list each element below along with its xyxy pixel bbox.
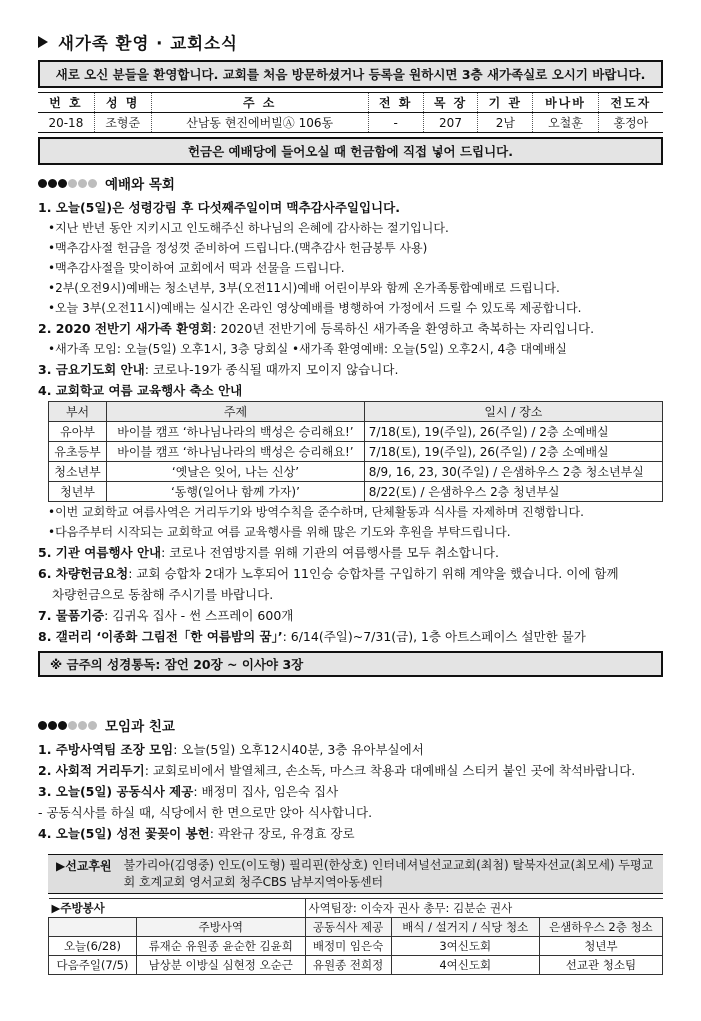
list-item-lead: 6. 차량헌금요청 — [38, 566, 129, 581]
new-family-cell: 207 — [423, 113, 478, 133]
list-item-text: : 곽완규 장로, 유경효 장로 — [209, 826, 355, 841]
mission-support-box — [48, 854, 663, 894]
list-item-text: : 교회 승합차 2대가 노후되어 11인승 승합차를 구입하기 위해 계약을 했습니다. 이에 함께 — [128, 566, 619, 581]
kitchen-leaders: 사역팀장: 이숙자 권사 총무: 김분순 권사 — [305, 899, 663, 918]
kitchen-header: 배식 / 설거지 / 식당 청소 — [391, 918, 539, 937]
list-item: •새가족 모임: 오늘(5일) 오후1시, 3층 당회실 •새가족 환영예배: 오늘(5일) 오후2시, 4층 대예배실 — [48, 342, 567, 356]
list-item — [38, 760, 663, 781]
kitchen-label: ▶주방봉사 — [49, 899, 306, 918]
education-cell: 7/18(토), 19(주일), 26(주일) / 2층 소예배실 — [364, 422, 662, 442]
education-cell: 바이블 캠프 ‘하나님나라의 백성은 승리해요!’ — [107, 422, 365, 442]
education-cell: 8/22(토) / 은샘하우스 2층 청년부실 — [364, 482, 662, 502]
new-family-header: 전 화 — [368, 93, 423, 113]
welcome-banner: 새로 오신 분들을 환영합니다. 교회를 처음 방문하셨거나 등록을 원하시면 3층 새가족실로 오시기 바랍니다. — [38, 60, 663, 88]
list-item: •이번 교회학교 여름사역은 거리두기와 방역수칙을 준수하며, 단체활동과 식사를 자제하며 진행합니다. — [48, 505, 584, 519]
list-item: 1. 오늘(5일)은 성령강림 후 다섯째주일이며 맥추감사주일입니다. — [38, 200, 400, 215]
list-item-lead: 8. 갤러리 ‘이종화 그림전「한 여름밤의 꿈」’ — [38, 629, 283, 644]
new-family-header: 성 명 — [94, 93, 151, 113]
list-item: •맥추감사절 헌금을 정성껏 준비하여 드립니다.(맥추감사 헌금봉투 사용) — [48, 241, 428, 255]
offering-banner: 헌금은 예배당에 들어오실 때 헌금함에 직접 넣어 드립니다. — [38, 137, 663, 165]
new-family-cell: 홍정아 — [598, 113, 663, 133]
new-family-header: 전도자 — [598, 93, 663, 113]
education-cell: 청소년부 — [49, 462, 107, 482]
table-row — [49, 482, 663, 502]
table-row — [49, 442, 663, 462]
education-cell: ‘동행(일어나 함께 가자)’ — [107, 482, 365, 502]
section-title-news: 새가족 환영 · 교회소식 — [38, 30, 663, 54]
fellowship-news-list — [38, 739, 663, 844]
table-row — [49, 462, 663, 482]
kitchen-cell: 선교관 청소팀 — [539, 956, 662, 975]
kitchen-cell: 오늘(6/28) — [49, 937, 137, 956]
list-item-lead: 3. 금요기도회 안내 — [38, 362, 145, 377]
mission-label: ▶선교후원 — [56, 859, 112, 873]
worship-news-list-continued — [38, 502, 663, 647]
list-item-lead: 2. 2020 전반기 새가족 환영회 — [38, 321, 213, 336]
new-family-header: 목 장 — [423, 93, 478, 113]
new-family-cell: 오철훈 — [533, 113, 598, 133]
list-item — [38, 823, 663, 844]
kitchen-cell: 4여신도회 — [391, 956, 539, 975]
kitchen-cell: 남상분 이방실 심현정 오순근 — [136, 956, 305, 975]
dots-icon — [38, 721, 97, 730]
list-item — [38, 380, 663, 401]
kitchen-header: 공동식사 제공 — [305, 918, 391, 937]
kitchen-service-table — [48, 898, 663, 975]
new-family-header: 주 소 — [151, 93, 368, 113]
list-item-text: : 6/14(주일)~7/31(금), 1층 아트스페이스 설만한 물가 — [282, 629, 586, 644]
list-item-text: : 오늘(5일) 오후12시40분, 3층 유아부실에서 — [173, 742, 424, 757]
list-item — [38, 626, 663, 647]
table-row — [49, 422, 663, 442]
list-item: •2부(오전9시)예배는 청소년부, 3부(오전11시)예배 어린이부와 함께 온가족통합예배로 드립니다. — [48, 281, 560, 295]
section-heading-worship: 예배와 목회 — [38, 173, 663, 193]
bible-reading-banner: ※ 금주의 성경통독: 잠언 20장 ~ 이사야 3장 — [38, 651, 663, 677]
list-item-lead: 1. 주방사역팀 조장 모임 — [38, 742, 174, 757]
list-item — [38, 359, 663, 380]
list-item-lead: 4. 오늘(5일) 성전 꽃꽂이 봉헌 — [38, 826, 210, 841]
list-item — [38, 739, 663, 760]
education-cell: 청년부 — [49, 482, 107, 502]
education-header: 부서 — [49, 402, 107, 422]
education-cell: 바이블 캠프 ‘하나님나라의 백성은 승리해요!’ — [107, 442, 365, 462]
list-item: •지난 반년 동안 지키시고 인도해주신 하나님의 은혜에 감사하는 절기입니다. — [48, 221, 449, 235]
list-item: - 공동식사를 하실 때, 식당에서 한 면으로만 앉아 식사합니다. — [38, 805, 373, 820]
list-item — [38, 542, 663, 563]
new-family-cell: - — [368, 113, 423, 133]
education-table — [48, 401, 663, 502]
new-family-header: 바나바 — [533, 93, 598, 113]
education-cell: 7/18(토), 19(주일), 26(주일) / 2층 소예배실 — [364, 442, 662, 462]
education-cell: 8/9, 16, 23, 30(주일) / 은샘하우스 2층 청소년부실 — [364, 462, 662, 482]
list-item: •맥추감사절을 맞이하여 교회에서 떡과 선물을 드립니다. — [48, 261, 345, 275]
list-item-text: : 교회로비에서 발열체크, 손소독, 마스크 착용과 대예배실 스티커 붙인 곳에 착석바랍니다. — [144, 763, 636, 778]
education-cell: 유초등부 — [49, 442, 107, 462]
new-family-cell: 산남동 현진에버빌Ⓐ 106동 — [151, 113, 368, 133]
mission-text: 불가리아(김영중) 인도(이도형) 필리핀(한상호) 인터네셔널선교교회(최첨) 탈북자선교(최모세) 두평교회 호계교회 영서교회 청주CBS 남부지역아동센터 — [123, 858, 654, 889]
worship-news-list — [38, 197, 663, 401]
list-item-text: : 2020년 전반기에 등록하신 새가족을 환영하고 축복하는 자리입니다. — [212, 321, 595, 336]
list-item: 차량헌금으로 동참해 주시기를 바랍니다. — [52, 587, 274, 602]
list-item-lead: 3. 오늘(5일) 공동식사 제공 — [38, 784, 194, 799]
bulletin-page — [0, 30, 701, 1021]
list-item-text: : 김귀옥 집사 - 썬 스프레이 600개 — [104, 608, 294, 623]
list-item — [38, 605, 663, 626]
list-item-lead: 7. 물품기증 — [38, 608, 105, 623]
education-header: 주제 — [107, 402, 365, 422]
list-item: •다음주부터 시작되는 교회학교 여름 교육행사를 위해 많은 기도와 후원을 부탁드립니다. — [48, 525, 511, 539]
list-item-lead: 5. 기관 여름행사 안내 — [38, 545, 162, 560]
new-family-header: 기 관 — [478, 93, 533, 113]
kitchen-cell: 다음주일(7/5) — [49, 956, 137, 975]
triangle-icon — [38, 36, 48, 48]
list-item-lead: 2. 사회적 거리두기 — [38, 763, 145, 778]
education-header: 일시 / 장소 — [364, 402, 662, 422]
kitchen-header — [49, 918, 137, 937]
kitchen-cell: 청년부 — [539, 937, 662, 956]
table-row — [38, 113, 663, 133]
kitchen-cell: 유원종 전희정 — [305, 956, 391, 975]
dots-icon — [38, 179, 97, 188]
kitchen-header: 주방사역 — [136, 918, 305, 937]
new-family-table — [38, 92, 663, 133]
list-item-text: : 코로나 전염방지를 위해 기관의 여름행사를 모두 취소합니다. — [161, 545, 499, 560]
list-item — [38, 781, 663, 802]
education-cell: ‘옛날은 잊어, 나는 신상’ — [107, 462, 365, 482]
kitchen-cell: 배정미 임은숙 — [305, 937, 391, 956]
section-heading-fellowship: 모임과 친교 — [38, 715, 663, 735]
new-family-cell: 20-18 — [38, 113, 94, 133]
kitchen-cell: 3여신도회 — [391, 937, 539, 956]
new-family-cell: 조형준 — [94, 113, 151, 133]
list-item-lead: 4. 교회학교 여름 교육행사 축소 안내 — [38, 383, 243, 398]
new-family-header: 번 호 — [38, 93, 94, 113]
list-item — [38, 563, 663, 584]
list-item-text: : 배정미 집사, 임은숙 집사 — [193, 784, 339, 799]
education-cell: 유아부 — [49, 422, 107, 442]
list-item-text: : 코로나-19가 종식될 때까지 모이지 않습니다. — [144, 362, 399, 377]
kitchen-cell: 류재순 유원종 윤순한 김윤희 — [136, 937, 305, 956]
list-item: •오늘 3부(오전11시)예배는 실시간 온라인 영상예배를 병행하여 가정에서 드릴 수 있도록 제공합니다. — [48, 301, 582, 315]
table-row — [49, 937, 663, 956]
kitchen-header: 은샘하우스 2층 청소 — [539, 918, 662, 937]
table-row — [49, 956, 663, 975]
list-item — [38, 318, 663, 339]
new-family-cell: 2남 — [478, 113, 533, 133]
